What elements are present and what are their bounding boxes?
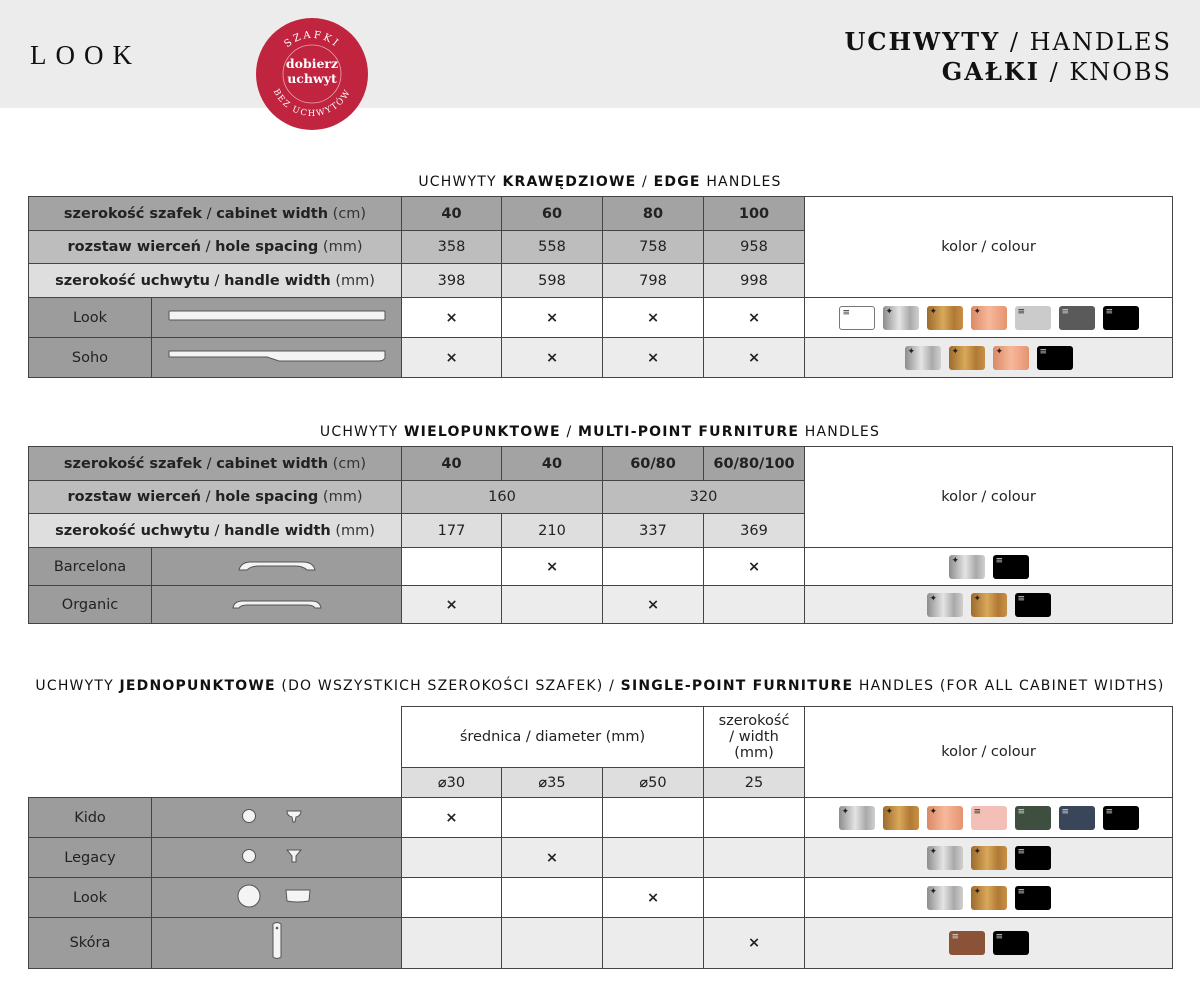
handle-width-value: 398 bbox=[402, 264, 502, 298]
multi-section-title: UCHWYTY WIELOPUNKTOWE / MULTI-POINT FURNITURE HANDLES bbox=[319, 424, 881, 440]
availability-mark bbox=[603, 548, 704, 586]
single-section-title: UCHWYTY JEDNOPUNKTOWE (DO WSZYSTKICH SZEROKOŚCI SZAFEK) / SINGLE-POINT FURNITURE HANDLES (FOR ALL CABINET WIDTHS) bbox=[35, 678, 1165, 694]
product-row-barcelona bbox=[29, 548, 1173, 586]
width-value: 25 bbox=[704, 768, 805, 798]
handle-width-value: 798 bbox=[603, 264, 704, 298]
badge-bottom-text: BEZ UCHWYTÓW bbox=[270, 87, 354, 120]
gloss-finish-icon: ✦ bbox=[951, 555, 960, 566]
availability-mark bbox=[402, 918, 502, 969]
colour-header: kolor / colour bbox=[805, 707, 1173, 798]
matte-finish-icon: ≡ bbox=[1039, 346, 1048, 357]
swatch-navy bbox=[1059, 806, 1095, 830]
gloss-finish-icon: ✦ bbox=[929, 806, 938, 817]
availability-mark: × bbox=[704, 338, 805, 378]
handle-width-value: 210 bbox=[502, 514, 603, 548]
diameter-value: ⌀30 bbox=[402, 768, 502, 798]
hole-spacing-value: 160 bbox=[402, 481, 603, 514]
product-name: Kido bbox=[29, 798, 152, 838]
colour-header: kolor / colour bbox=[805, 197, 1173, 298]
product-name: Look bbox=[29, 298, 152, 338]
gloss-finish-icon: ✦ bbox=[973, 593, 982, 604]
colour-swatches bbox=[805, 338, 1173, 378]
edge-section-title: UCHWYTY KRAWĘDZIOWE / EDGE HANDLES bbox=[418, 174, 782, 190]
badge-line1: dobierz bbox=[285, 56, 339, 71]
swatch-black bbox=[1037, 346, 1073, 370]
availability-mark: × bbox=[704, 548, 805, 586]
swatch-black bbox=[1015, 846, 1051, 870]
legacy-knob-icon bbox=[152, 838, 402, 878]
kido-knob-icon bbox=[152, 798, 402, 838]
swatch-black bbox=[1103, 806, 1139, 830]
availability-mark bbox=[402, 878, 502, 918]
colour-header: kolor / colour bbox=[805, 447, 1173, 548]
swatch-black bbox=[993, 555, 1029, 579]
matte-finish-icon: ≡ bbox=[1017, 593, 1026, 604]
handle-width-value: 998 bbox=[704, 264, 805, 298]
multi-point-handles-table bbox=[28, 446, 1173, 624]
availability-mark bbox=[502, 918, 603, 969]
product-name: Soho bbox=[29, 338, 152, 378]
edge-handles-table bbox=[28, 196, 1173, 378]
gloss-finish-icon: ✦ bbox=[951, 346, 960, 357]
svg-text:SZAFKI bbox=[282, 30, 341, 50]
swatch-black bbox=[1015, 593, 1051, 617]
hole-spacing-label: rozstaw wierceń / hole spacing (mm) bbox=[29, 231, 402, 264]
gloss-finish-icon: ✦ bbox=[995, 346, 1004, 357]
cabinet-width-value: 80 bbox=[603, 197, 704, 231]
product-row-legacy bbox=[29, 838, 1173, 878]
swatch-gold bbox=[949, 346, 985, 370]
availability-mark bbox=[502, 586, 603, 624]
diameter-icon: ⌀ bbox=[437, 774, 447, 791]
matte-finish-icon: ≡ bbox=[1017, 846, 1026, 857]
product-row-look bbox=[29, 298, 1173, 338]
look-knob-icon bbox=[152, 878, 402, 918]
swatch-white bbox=[839, 306, 875, 330]
gloss-finish-icon: ✦ bbox=[885, 806, 894, 817]
organic-handle-icon bbox=[152, 586, 402, 624]
availability-mark: × bbox=[502, 298, 603, 338]
colour-swatches bbox=[805, 878, 1173, 918]
badge-top-text: SZAFKI bbox=[282, 29, 342, 51]
swatch-copper bbox=[927, 806, 963, 830]
page-title-line1: UCHWYTY / HANDLES bbox=[844, 27, 1172, 56]
matte-finish-icon: ≡ bbox=[1061, 306, 1070, 317]
handle-width-value: 598 bbox=[502, 264, 603, 298]
product-name: Barcelona bbox=[29, 548, 152, 586]
availability-mark bbox=[603, 838, 704, 878]
availability-mark: × bbox=[402, 586, 502, 624]
matte-finish-icon: ≡ bbox=[951, 932, 960, 942]
availability-mark: × bbox=[603, 338, 704, 378]
cabinet-width-value: 40 bbox=[502, 447, 603, 481]
swatch-silver bbox=[949, 555, 985, 579]
matte-finish-icon: ≡ bbox=[1105, 306, 1114, 317]
cabinet-width-value: 100 bbox=[704, 197, 805, 231]
availability-mark: × bbox=[603, 586, 704, 624]
matte-finish-icon: ≡ bbox=[1017, 306, 1026, 317]
matte-finish-icon: ≡ bbox=[842, 307, 851, 318]
diameter-value: ⌀50 bbox=[603, 768, 704, 798]
swatch-brown bbox=[949, 931, 985, 955]
availability-mark bbox=[603, 918, 704, 969]
availability-mark: × bbox=[502, 338, 603, 378]
diameter-header: średnica / diameter (mm) bbox=[402, 707, 704, 768]
hole-spacing-value: 558 bbox=[502, 231, 603, 264]
product-row-kido bbox=[29, 798, 1173, 838]
matte-finish-icon: ≡ bbox=[1017, 886, 1026, 897]
skora-leather-handle-icon bbox=[152, 918, 402, 969]
swatch-silver bbox=[927, 593, 963, 617]
product-name: Organic bbox=[29, 586, 152, 624]
swatch-gold bbox=[927, 306, 963, 330]
soho-edge-handle-icon bbox=[152, 338, 402, 378]
availability-mark bbox=[704, 586, 805, 624]
badge-line2: uchwyt bbox=[287, 71, 337, 86]
matte-finish-icon: ≡ bbox=[1017, 806, 1026, 817]
matte-finish-icon: ≡ bbox=[1061, 806, 1070, 817]
matte-finish-icon: ≡ bbox=[1105, 806, 1114, 817]
swatch-silver bbox=[839, 806, 875, 830]
swatch-black bbox=[1015, 886, 1051, 910]
availability-mark bbox=[603, 798, 704, 838]
availability-mark bbox=[402, 838, 502, 878]
availability-mark: × bbox=[402, 798, 502, 838]
cabinet-width-value: 40 bbox=[402, 447, 502, 481]
availability-mark: × bbox=[704, 298, 805, 338]
availability-mark: × bbox=[402, 298, 502, 338]
hole-spacing-value: 958 bbox=[704, 231, 805, 264]
swatch-gold bbox=[971, 846, 1007, 870]
availability-mark bbox=[502, 798, 603, 838]
availability-mark: × bbox=[603, 298, 704, 338]
swatch-copper bbox=[971, 306, 1007, 330]
width-header: szerokość / width (mm) bbox=[704, 707, 805, 768]
swatch-gold bbox=[883, 806, 919, 830]
hole-spacing-value: 358 bbox=[402, 231, 502, 264]
gloss-finish-icon: ✦ bbox=[973, 886, 982, 897]
availability-mark bbox=[402, 548, 502, 586]
gloss-finish-icon: ✦ bbox=[841, 806, 850, 817]
colour-swatches bbox=[805, 548, 1173, 586]
colour-swatches bbox=[805, 798, 1173, 838]
hole-spacing-value: 320 bbox=[603, 481, 805, 514]
swatch-graphite bbox=[1059, 306, 1095, 330]
brand-logo: LOOK bbox=[30, 40, 141, 70]
product-row-skora bbox=[29, 918, 1173, 969]
product-name: Skóra bbox=[29, 918, 152, 969]
cabinet-width-label: szerokość szafek / cabinet width (cm) bbox=[29, 447, 402, 481]
swatch-light-grey bbox=[1015, 306, 1051, 330]
hole-spacing-value: 758 bbox=[603, 231, 704, 264]
handle-width-label: szerokość uchwytu / handle width (mm) bbox=[29, 264, 402, 298]
swatch-green bbox=[1015, 806, 1051, 830]
barcelona-handle-icon bbox=[152, 548, 402, 586]
single-point-handles-table bbox=[28, 706, 1173, 969]
swatch-copper bbox=[993, 346, 1029, 370]
availability-mark bbox=[704, 798, 805, 838]
swatch-silver bbox=[927, 886, 963, 910]
handle-width-value: 177 bbox=[402, 514, 502, 548]
swatch-silver bbox=[927, 846, 963, 870]
matte-finish-icon: ≡ bbox=[995, 555, 1004, 566]
swatch-silver bbox=[883, 306, 919, 330]
hole-spacing-label: rozstaw wierceń / hole spacing (mm) bbox=[29, 481, 402, 514]
product-row-soho bbox=[29, 338, 1173, 378]
gloss-finish-icon: ✦ bbox=[929, 593, 938, 604]
swatch-black bbox=[993, 931, 1029, 955]
gloss-finish-icon: ✦ bbox=[929, 886, 938, 897]
diameter-icon: ⌀ bbox=[639, 774, 649, 791]
colour-swatches bbox=[805, 918, 1173, 969]
gloss-finish-icon: ✦ bbox=[973, 846, 982, 857]
cabinet-width-label: szerokość szafek / cabinet width (cm) bbox=[29, 197, 402, 231]
product-row-organic bbox=[29, 586, 1173, 624]
availability-mark: × bbox=[502, 548, 603, 586]
gloss-finish-icon: ✦ bbox=[973, 306, 982, 317]
gloss-finish-icon: ✦ bbox=[907, 346, 916, 357]
cabinet-width-value: 60 bbox=[502, 197, 603, 231]
gloss-finish-icon: ✦ bbox=[929, 306, 938, 317]
look-edge-handle-icon bbox=[152, 298, 402, 338]
handle-width-value: 369 bbox=[704, 514, 805, 548]
badge-seal bbox=[256, 18, 368, 130]
product-row-look-knob bbox=[29, 878, 1173, 918]
availability-mark bbox=[704, 838, 805, 878]
gloss-finish-icon: ✦ bbox=[929, 846, 938, 857]
product-name: Legacy bbox=[29, 838, 152, 878]
availability-mark: × bbox=[402, 338, 502, 378]
availability-mark: × bbox=[502, 838, 603, 878]
swatch-gold bbox=[971, 886, 1007, 910]
colour-swatches bbox=[805, 838, 1173, 878]
availability-mark: × bbox=[603, 878, 704, 918]
swatch-black bbox=[1103, 306, 1139, 330]
availability-mark: × bbox=[704, 918, 805, 969]
availability-mark bbox=[704, 878, 805, 918]
page-title-line2: GAŁKI / KNOBS bbox=[941, 57, 1172, 86]
availability-mark bbox=[502, 878, 603, 918]
swatch-pink bbox=[971, 806, 1007, 830]
diameter-icon: ⌀ bbox=[538, 774, 548, 791]
diameter-value: ⌀35 bbox=[502, 768, 603, 798]
matte-finish-icon: ≡ bbox=[973, 806, 982, 817]
colour-swatches bbox=[805, 298, 1173, 338]
cabinet-width-value: 60/80/100 bbox=[704, 447, 805, 481]
matte-finish-icon: ≡ bbox=[995, 932, 1004, 942]
handle-width-value: 337 bbox=[603, 514, 704, 548]
handle-width-label: szerokość uchwytu / handle width (mm) bbox=[29, 514, 402, 548]
colour-swatches bbox=[805, 586, 1173, 624]
cabinet-width-value: 40 bbox=[402, 197, 502, 231]
swatch-gold bbox=[971, 593, 1007, 617]
product-name: Look bbox=[29, 878, 152, 918]
cabinet-width-value: 60/80 bbox=[603, 447, 704, 481]
gloss-finish-icon: ✦ bbox=[885, 306, 894, 317]
swatch-silver bbox=[905, 346, 941, 370]
